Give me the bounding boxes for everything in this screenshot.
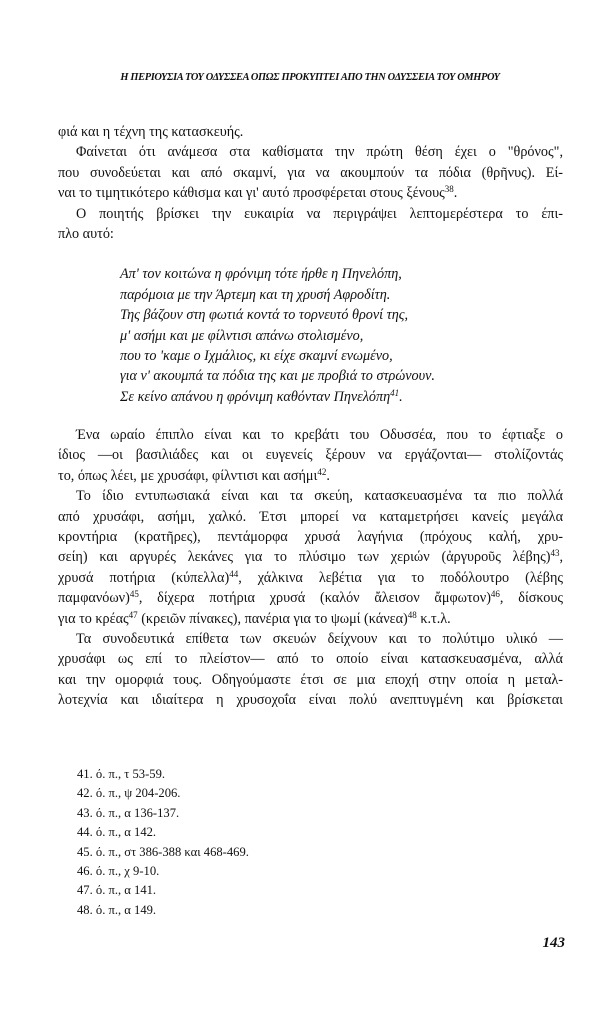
footnote-ref: 43 xyxy=(550,548,560,559)
text-line: Τα συνοδευτικά επίθετα των σκευών δείχνουν και το πολύτιμο υλικό — xyxy=(76,630,563,647)
text-line: και την ομορφιά τους. Οδηγούμαστε έτσι σε μια εποχή στην οποία η μεταλ- xyxy=(58,671,563,688)
text-span: για το κρέας xyxy=(58,610,129,627)
footnote-ref: 48 xyxy=(407,609,417,620)
text-span: , δίχερα ποτήρια χρυσά (καλόν ἄλεισον ἄμφωτον) xyxy=(138,590,491,607)
text-span: , xyxy=(559,549,563,566)
text-span: . xyxy=(326,467,330,484)
poem-line: για ν' ακουμπά τα πόδια της και με προβιά το στρώνουν. xyxy=(120,368,435,385)
text-span: Σε κείνο απάνου η φρόνιμη καθόνταν Πηνελόπη xyxy=(120,388,391,405)
text-line xyxy=(58,588,563,608)
poem-line xyxy=(120,387,563,407)
footnotes xyxy=(77,765,249,920)
text-span: , δίσκους xyxy=(499,590,563,607)
text-span: , χάλκινα λεβέτια για το ποδόλουτρο (λέβης xyxy=(238,569,564,586)
poem-line: που το 'καμε ο Ιχμάλιος, κι είχε σκαμνί ενωμένο, xyxy=(120,347,393,364)
text-line xyxy=(58,568,563,588)
poem-quote xyxy=(120,264,563,407)
text-span: ναι το τιμητικότερο κάθισμα και γι' αυτό προσφέρεται στους ξένους xyxy=(58,185,445,202)
text-line: από χρυσάφι, ασήμι, χαλκό. Έτσι μπορεί να καταμετρήσει κανείς μεγάλα xyxy=(58,508,563,525)
poem-line: Της βάζουν στη φωτιά κοντά το τορνευτό θρονί της, xyxy=(120,307,409,324)
text-line: Φαίνεται ότι ανάμεσα στα καθίσματα την πρώτη θέση έχει ο "θρόνος", xyxy=(76,144,563,161)
text-span: παμφανόων) xyxy=(58,590,130,607)
footnote: 46. ό. π., χ 9-10. xyxy=(77,864,160,879)
poem-line: Απ' τον κοιτώνα η φρόνιμη τότε ήρθε η Πηνελόπη, xyxy=(120,266,402,283)
text-line: χρυσάφι ως επί το πλείστον— από το οποίο είναι κατασκευασμένα, αλλά xyxy=(58,651,563,668)
text-line: Ένα ωραίο έπιπλο είναι και το κρεβάτι του Οδυσσέα, που το έφτιαξε ο xyxy=(76,427,563,444)
text-span: σείη) και αργυρές λεκάνες για το πλύσιμο των χεριών (ἀργυροῦς λέβης) xyxy=(58,549,551,566)
footnote: 42. ό. π., ψ 204-206. xyxy=(77,786,181,801)
text-span: χρυσά ποτήρια (κύπελλα) xyxy=(58,569,230,586)
text-line: πλο αυτό: xyxy=(58,225,114,242)
text-line xyxy=(58,547,563,567)
footnote-ref: 38 xyxy=(444,184,454,195)
footnote: 44. ό. π., α 142. xyxy=(77,825,157,840)
text-line: φιά και η τέχνη της κατασκευής. xyxy=(58,124,244,140)
text-span: κ.τ.λ. xyxy=(416,610,451,627)
text-line: που συνοδεύεται και από σκαμνί, για να ακουμπούν τα πόδια (θρῆνυς). Εί- xyxy=(58,164,563,181)
running-header: Η ΠΕΡΙΟΥΣΙΑ ΤΟΥ ΟΔΥΣΣΕΑ ΟΠΩΣ ΠΡΟΚΥΠΤΕΙ ΑΠΟ ΤΗΝ ΟΔΥΣΣΕΙΑ ΤΟΥ ΟΜΗΡΟΥ xyxy=(120,72,500,83)
footnote-ref: 46 xyxy=(490,589,500,600)
footnote-ref: 44 xyxy=(229,568,239,579)
text-line: ίδιος —οι βασιλιάδες και οι ευγενείς ξέρουν να εργάζονται— στολίζοντάς xyxy=(58,447,563,464)
text-line: λοτεχνία και ιδιαίτερα η χρυσοχοΐα είναι πολύ ανεπτυγμένη και βρίσκεται xyxy=(58,692,563,709)
page-number: 143 xyxy=(542,935,565,951)
text-span: (κρειῶν πίνακες), πανέρια για το ψωμί (κάνεα) xyxy=(137,610,408,627)
text-line xyxy=(58,609,563,629)
text-span: . xyxy=(453,185,458,202)
text-line xyxy=(58,466,563,486)
main-text xyxy=(58,122,563,711)
text-span: . xyxy=(399,388,403,405)
footnote: 43. ό. π., α 136-137. xyxy=(77,805,180,820)
text-line: Ο ποιητής βρίσκει την ευκαιρία να περιγράψει λεπτομερέστερα το έπι- xyxy=(76,205,563,222)
footnote-ref: 41 xyxy=(390,387,400,398)
footnote: 48. ό. π., α 149. xyxy=(77,902,157,917)
poem-line: μ' ασήμι και με φίλντισι απάνω στολισμένο, xyxy=(120,327,364,344)
text-line: Το ίδιο εντυπωσιακά είναι και τα σκεύη, κατασκευασμένα τα πιο πολλά xyxy=(76,488,563,505)
footnote-ref: 47 xyxy=(128,609,138,620)
footnote: 47. ό. π., α 141. xyxy=(77,883,157,898)
footnote-ref: 42 xyxy=(317,466,327,477)
text-line xyxy=(58,183,563,203)
text-span: το, όπως λέει, με χρυσάφι, φίλντισι και ασήμι xyxy=(58,467,318,484)
footnote: 45. ό. π., στ 386-388 και 468-469. xyxy=(77,844,249,859)
text-line: κροντήρια (κρατῆρες), πεντάμορφα χρυσά λαγήνια (πρόχους καλή, χρυ- xyxy=(58,529,563,546)
footnote: 41. ό. π., τ 53-59. xyxy=(77,767,166,781)
poem-line: παρόμοια με την Άρτεμη και τη χρυσή Αφροδίτη. xyxy=(120,286,391,303)
footnote-ref: 45 xyxy=(129,589,139,600)
